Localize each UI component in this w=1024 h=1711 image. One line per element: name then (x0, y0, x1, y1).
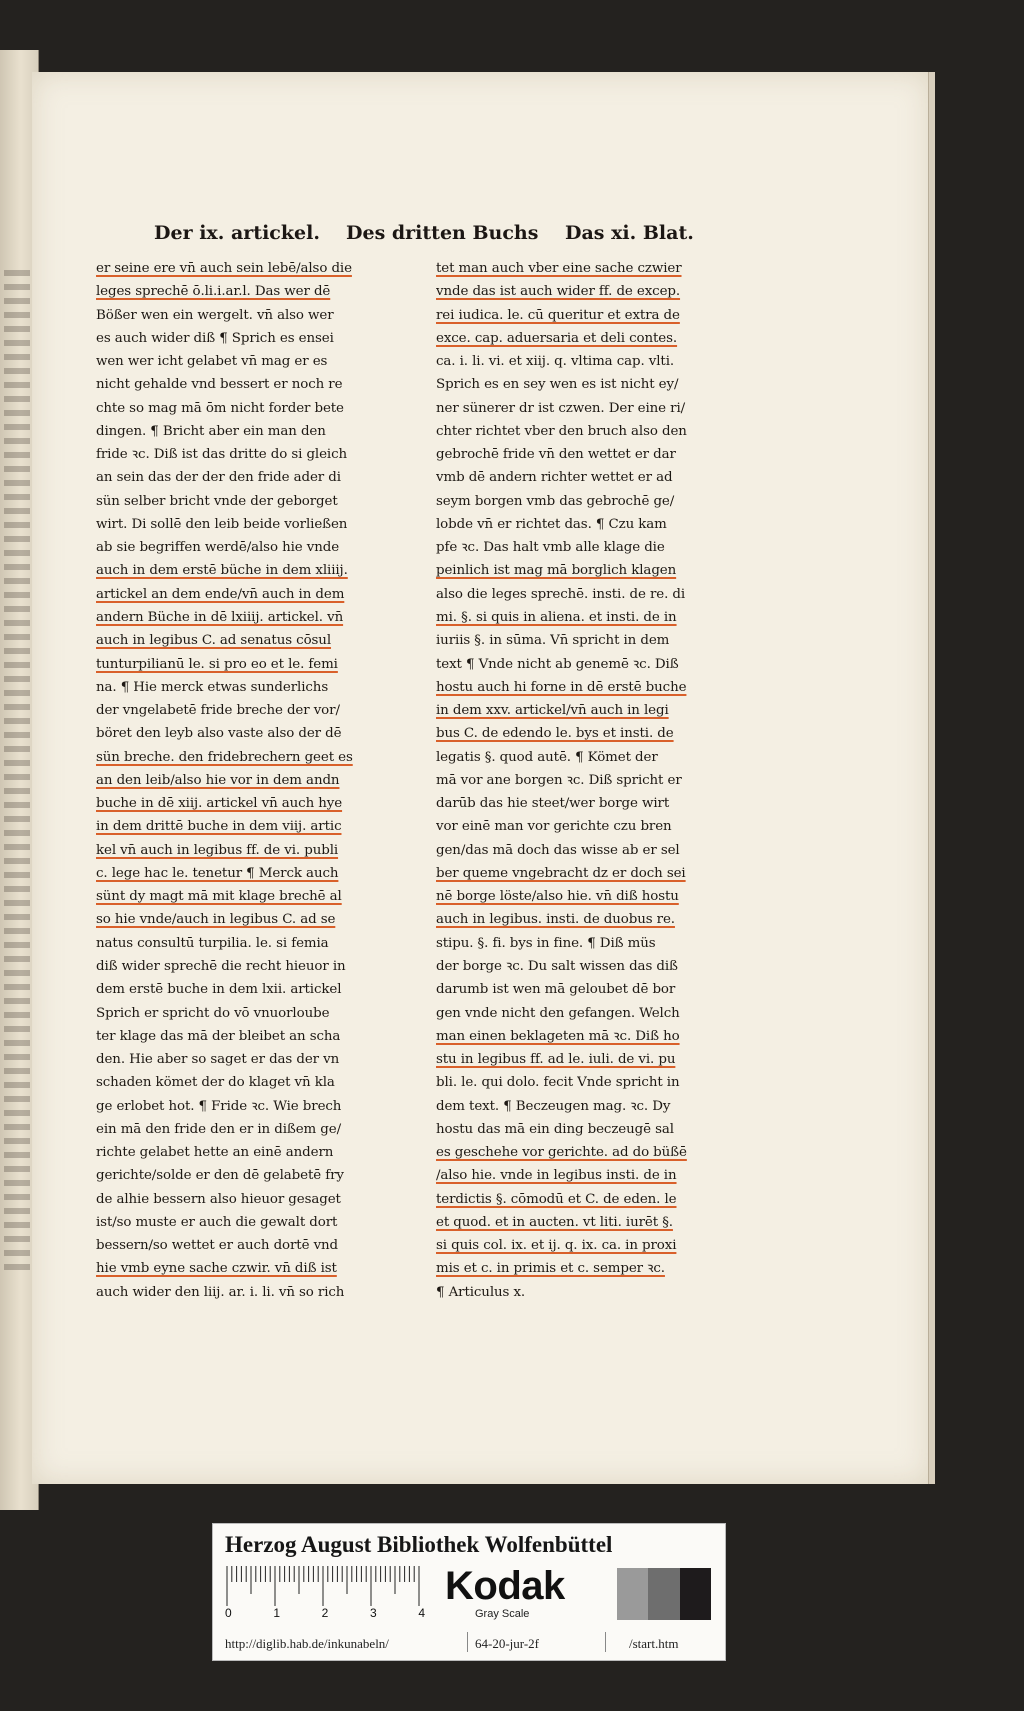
text-line: er seine ere vn̄ auch sein lebē/also die (96, 261, 352, 276)
text-line: et quod. et in aucten. vt liti. iurēt §. (436, 1214, 673, 1230)
text-line: ge erlobet hot. ¶ Fride ꝛc. Wie brech (96, 1098, 342, 1114)
text-line: ¶ Articulus x. (436, 1284, 526, 1300)
text-line: sün selber bricht vnde der geborget (96, 493, 338, 509)
text-line: pfe ꝛc. Das halt vmb alle klage die (436, 540, 665, 556)
text-line: fride ꝛc. Diß ist das dritte do si gleich (96, 447, 348, 463)
text-line: auch wider den liij. ar. i. li. vn̄ so rich (96, 1284, 345, 1300)
ruler-number: 0 (225, 1606, 232, 1620)
running-head-center (346, 222, 538, 252)
text-line: chter richtet vber den bruch also den (436, 423, 687, 439)
text-line: ab sie begriffen werdē/also hie vnde (96, 540, 340, 556)
text-line: exce. cap. aduersaria et deli contes. (436, 330, 678, 346)
url-separator (467, 1632, 468, 1652)
text-line: ein mā den fride den er in dißem ge/ (96, 1121, 342, 1137)
text-line: natus consultū turpilia. le. si femia (96, 935, 329, 951)
text-line: an den leib/also hie vor in dem andn (96, 772, 340, 788)
text-line: mis et c. in primis et c. semper ꝛc. (436, 1261, 665, 1277)
text-line: also die leges sprechē. insti. de re. di (436, 586, 686, 602)
url-base: http://diglib.hab.de/inkunabeln/ (225, 1636, 389, 1651)
text-line: lobde vn̄ er richtet das. ¶ Czu kam (436, 516, 667, 532)
text-line: dem text. ¶ Beczeugen mag. ꝛc. Dy (436, 1098, 671, 1114)
text-line: darūb das hie steet/wer borge wirt (436, 796, 670, 812)
ruler-number: 2 (321, 1606, 329, 1620)
text-line: in dem xxv. artickel/vn̄ auch in legi (436, 703, 669, 719)
running-head-left-text: Der ix. artickel. (154, 222, 320, 244)
text-line: nicht gehalde vnd bessert er noch re (96, 377, 343, 393)
text-line: na. ¶ Hie merck etwas sunderlichs (96, 679, 329, 695)
text-line: stu in legibus ff. ad le. iuli. de vi. pu (436, 1052, 676, 1068)
text-line: bli. le. qui dolo. fecit Vnde spricht in (436, 1075, 680, 1091)
text-line: ner sünerer dr ist czwen. Der eine ri/ (436, 400, 686, 416)
text-line: ca. i. li. vi. et xiij. q. vltima cap. vlti. (436, 354, 675, 370)
text-line: sün breche. den fridebrechern geet es (96, 749, 353, 765)
text-line: auch in legibus. insti. de duobus re. (436, 912, 675, 928)
text-line: ist/so muste er auch die gewalt dort (96, 1214, 338, 1230)
gray-swatch (680, 1568, 711, 1620)
text-line: nē borge löste/also hie. vn̄ diß hostu (436, 889, 679, 905)
text-line: stipu. §. fi. bys in fine. ¶ Diß müs (436, 935, 656, 951)
text-line: gen vnde nicht den gefangen. Welch (436, 1005, 680, 1021)
running-head-center-text: Des dritten Buchs (346, 222, 539, 244)
text-line: vor einē man vor gerichte czu bren (436, 819, 672, 835)
text-line: an sein das der der den fride ader di (96, 470, 341, 486)
text-line: vmb dē andern richter wettet er ad (436, 470, 673, 486)
text-line: es auch wider diß ¶ Sprich es ensei (96, 330, 334, 346)
text-line: bessern/so wettet er auch dortē vnd (96, 1238, 339, 1254)
running-head-right (565, 222, 694, 252)
text-line: man einen beklageten mā ꝛc. Diß ho (436, 1028, 680, 1044)
facing-page-bleed-through (4, 270, 30, 1270)
text-line: sünt dy magt mā mit klage brechē al (96, 889, 342, 905)
text-line: artickel an dem ende/vn̄ auch in dem (96, 586, 345, 602)
text-line: tet man auch vber eine sache czwier (436, 261, 682, 276)
text-line: Sprich es en sey wen es ist nicht ey/ (436, 377, 679, 393)
text-line: leges sprechē ō.li.i.ar.l. Das wer dē (96, 284, 331, 300)
url-separator (605, 1632, 606, 1652)
text-line: dem erstē buche in dem lxii. artickel (96, 982, 342, 998)
text-line: hostu auch hi forne in dē erstē buche (436, 679, 687, 695)
text-line: auch in legibus C. ad senatus cōsul (96, 633, 332, 649)
url-page: /start.htm (629, 1636, 679, 1651)
ruler-scale (225, 1566, 421, 1610)
text-line: hostu das mā ein ding beczeugē sal (436, 1121, 674, 1137)
running-head-left (154, 222, 320, 252)
color-target-strip (212, 1523, 726, 1661)
gray-swatch (617, 1568, 648, 1620)
gray-swatch (648, 1568, 679, 1620)
text-line: seym borgen vmb das gebrochē ge/ (436, 493, 675, 509)
text-line: der vngelabetē fride breche der vor/ (96, 703, 340, 719)
ruler-number: 4 (418, 1606, 425, 1620)
page-right-edge (928, 72, 935, 1484)
url-shelfmark: 64-20-jur-2f (475, 1636, 539, 1651)
text-line: legatis §. quod autē. ¶ Kömet der (436, 749, 658, 765)
text-line: schaden kömet der do klaget vn̄ kla (96, 1075, 335, 1091)
text-line: bus C. de edendo le. bys et insti. de (436, 726, 674, 742)
kodak-logo: Kodak (445, 1564, 565, 1608)
text-line: si quis col. ix. et ij. q. ix. ca. in proxi (436, 1238, 677, 1254)
text-line: der borge ꝛc. Du salt wissen das diß (436, 958, 678, 974)
text-line: es geschehe vor gerichte. ad do büßē (436, 1145, 687, 1161)
ruler-number: 3 (369, 1606, 377, 1620)
text-column-left (96, 258, 388, 1305)
ruler-numbers (225, 1606, 425, 1620)
text-line: c. lege hac le. tenetur ¶ Merck auch (96, 865, 339, 881)
text-line: darumb ist wen mā geloubet dē bor (436, 982, 676, 998)
text-line: böret den leyb also vaste also der dē (96, 726, 342, 742)
library-title: Herzog August Bibliothek Wolfenbüttel (225, 1532, 613, 1557)
text-line: chte so mag mā ōm nicht forder bete (96, 400, 344, 416)
text-line: den. Hie aber so saget er das der vn (96, 1052, 340, 1068)
text-line: Sprich er spricht do vō vnuorloube (96, 1005, 330, 1021)
text-line: auch in dem erstē büche in dem xliiij. (96, 563, 348, 579)
text-line: gerichte/solde er den dē gelabetē fry (96, 1168, 344, 1184)
text-line: ter klage das mā der bleibet an scha (96, 1028, 341, 1044)
text-line: dingen. ¶ Bricht aber ein man den (96, 423, 326, 439)
text-line: gebrochē fride vn̄ den wettet er dar (436, 447, 676, 463)
text-line: andern Büche in dē lxiiij. artickel. vn̄ (96, 609, 344, 625)
text-line: richte gelabet hette an einē andern (96, 1145, 334, 1161)
gray-swatches (617, 1568, 711, 1620)
running-head-right-text: Das xi. Blat. (565, 222, 694, 244)
text-line: iuriis §. in sūma. Vn̄ spricht in dem (436, 633, 670, 649)
text-line: vnde das ist auch wider ff. de excep. (436, 284, 681, 300)
text-line: ber queme vngebracht dz er doch sei (436, 865, 686, 881)
text-line: text ¶ Vnde nicht ab genemē ꝛc. Diß (436, 656, 679, 672)
text-line: Bößer wen ein wergelt. vn̄ also wer (96, 307, 334, 323)
text-line: tunturpilianū le. si pro eo et le. femi (96, 656, 338, 672)
text-line: /also hie. vnde in legibus insti. de in (436, 1168, 677, 1184)
text-line: gen/das mā doch das wisse ab er sel (436, 842, 680, 858)
text-line: so hie vnde/auch in legibus C. ad se (96, 912, 336, 928)
text-line: hie vmb eyne sache czwir. vn̄ diß ist (96, 1261, 337, 1277)
text-line: de alhie bessern also hieuor gesaget (96, 1191, 341, 1207)
text-line: mā vor ane borgen ꝛc. Diß spricht er (436, 772, 682, 788)
text-line: wirt. Di sollē den leib beide vorließen (96, 516, 348, 532)
text-line: mi. §. si quis in aliena. et insti. de in (436, 609, 677, 625)
text-line: rei iudica. le. cū queritur et extra de (436, 307, 680, 323)
text-line: kel vn̄ auch in legibus ff. de vi. publi (96, 842, 339, 858)
text-column-right (436, 258, 728, 1305)
gray-scale-label: Gray Scale (475, 1608, 530, 1620)
text-line: buche in dē xiij. artickel vn̄ auch hye (96, 796, 343, 812)
text-line: peinlich ist mag mā borglich klagen (436, 563, 677, 579)
text-line: diß wider sprechē die recht hieuor in (96, 958, 346, 974)
text-line: in dem drittē buche in dem viij. artic (96, 819, 342, 835)
text-line: terdictis §. cōmodū et C. de eden. le (436, 1191, 677, 1207)
text-line: wen wer icht gelabet vn̄ mag er es (96, 354, 328, 370)
ruler-number: 1 (273, 1606, 281, 1620)
